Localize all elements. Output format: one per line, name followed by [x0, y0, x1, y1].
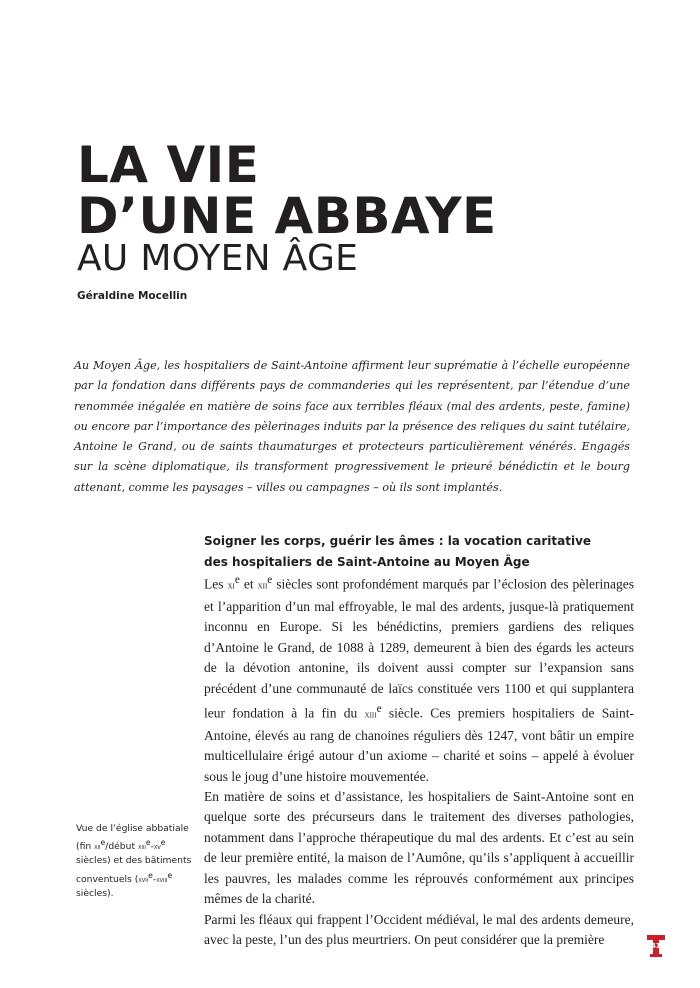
century-numeral: xvii [138, 875, 149, 884]
superscript: e [376, 702, 382, 715]
body-text [204, 570, 634, 950]
section-heading-line-2: des hospitaliers de Saint-Antoine au Moyen Âge [204, 554, 530, 569]
text-run: - [150, 841, 154, 853]
image-caption [76, 822, 194, 901]
superscript: e [167, 870, 173, 880]
century-numeral: xiii [364, 709, 377, 721]
text-run: Les [204, 576, 228, 592]
text-run: siècles). [76, 887, 114, 899]
intro-paragraph: Au Moyen Âge, les hospitaliers de Saint-Antoine affirment leur suprématie à l’échelle européenne par la fondation dans différents pays de commanderies qui les représentent, par l’étendue d’une renommée inégalée en matière de soins face aux terribles fléaux (mal des ardents, peste, famine) ou encore par l’importance des pèlerinages induits par la présence des reliques du saint tutélaire, Antoine le Grand, ou de saints thaumaturges et protecteurs particulièrement vénérés. Engagés sur la scène diplomatique, ils transforment progressivement le prieuré bénédictin et le bourg attenant, comme les paysages – villes ou campagnes – où ils sont implantés. [74, 359, 630, 494]
text-run: /début [105, 841, 138, 853]
text-run: - [152, 873, 157, 885]
section-heading-line-1: Soigner les corps, guérir les âmes : la vocation caritative [204, 534, 592, 548]
text-run: siècles sont profondément marqués par l’éclosion des pèlerinages et l’apparition d’un mal effroyable, le mal des ardents, jusque-là pratiquement inconnu en Europe. Si les bénédictins, premiers gardiens des reliques d’Antoine le Grand, de 1088 à 1289, demeurent à bien des égards les acteurs de la dévotion antonine, ils doivent aussi compter sur l’expansion sans précédent d’une communauté de laïcs constituée vers 1100 et qui supplantera leur fondation à la fin du [204, 576, 635, 721]
century-numeral: xviii [156, 875, 168, 884]
text-run: siècles) et des bâtiments conventuels ( [76, 855, 192, 885]
century-numeral: xii [94, 843, 101, 852]
title-line-2: D’UNE ABBAYE [77, 187, 497, 245]
author-name: Géraldine Mocellin [77, 290, 188, 302]
century-numeral: xi [227, 580, 235, 592]
section-heading [204, 531, 634, 572]
superscript: e [160, 838, 166, 848]
superscript: e [234, 574, 240, 586]
text-run: siècle. Ces premiers hospitaliers de Saint-Antoine, élevés au rang de chanoines réguliers dès 1247, vont bâtir un empire multicellulaire érigé autour d’un axiome – charité et soins – appelé à évoluer sous le joug d’une histoire mouvementée. [204, 705, 634, 784]
title-line-1: LA VIE [77, 136, 260, 194]
body-paragraph-2: En matière de soins et d’assistance, les hospitaliers de Saint-Antoine sont en quelque sorte des précurseurs dans le traitement des diverses pathologies, notamment dans l’approche thérapeutique du mal des ardents. Et c’est au sein de leur première entité, la maison de l’Aumône, qu’ils s’appliquent à accueillir les pauvres, les malades comme les réprouvés conformément aux principes mêmes de la charité. [204, 789, 634, 907]
superscript: e [267, 574, 273, 586]
body-paragraph-1 [204, 570, 634, 787]
century-numeral: xii [257, 580, 268, 592]
text-run: Vue de l’église abbatiale (fin [76, 823, 189, 853]
century-numeral: xv [153, 843, 161, 852]
century-numeral: xiii [137, 843, 146, 852]
superscript: e [145, 838, 151, 848]
body-paragraph-3: Parmi les fléaux qui frappent l’Occident médiéval, le mal des ardents demeure, avec la peste, l’un des plus meurtriers. On peut considérer que la première [204, 911, 634, 947]
superscript: e [148, 870, 153, 880]
superscript: e [100, 838, 106, 848]
page-number: 41 [651, 942, 661, 950]
title-block [77, 136, 497, 279]
subtitle: AU MOYEN ÂGE [77, 238, 359, 279]
text-run: et [239, 576, 258, 592]
